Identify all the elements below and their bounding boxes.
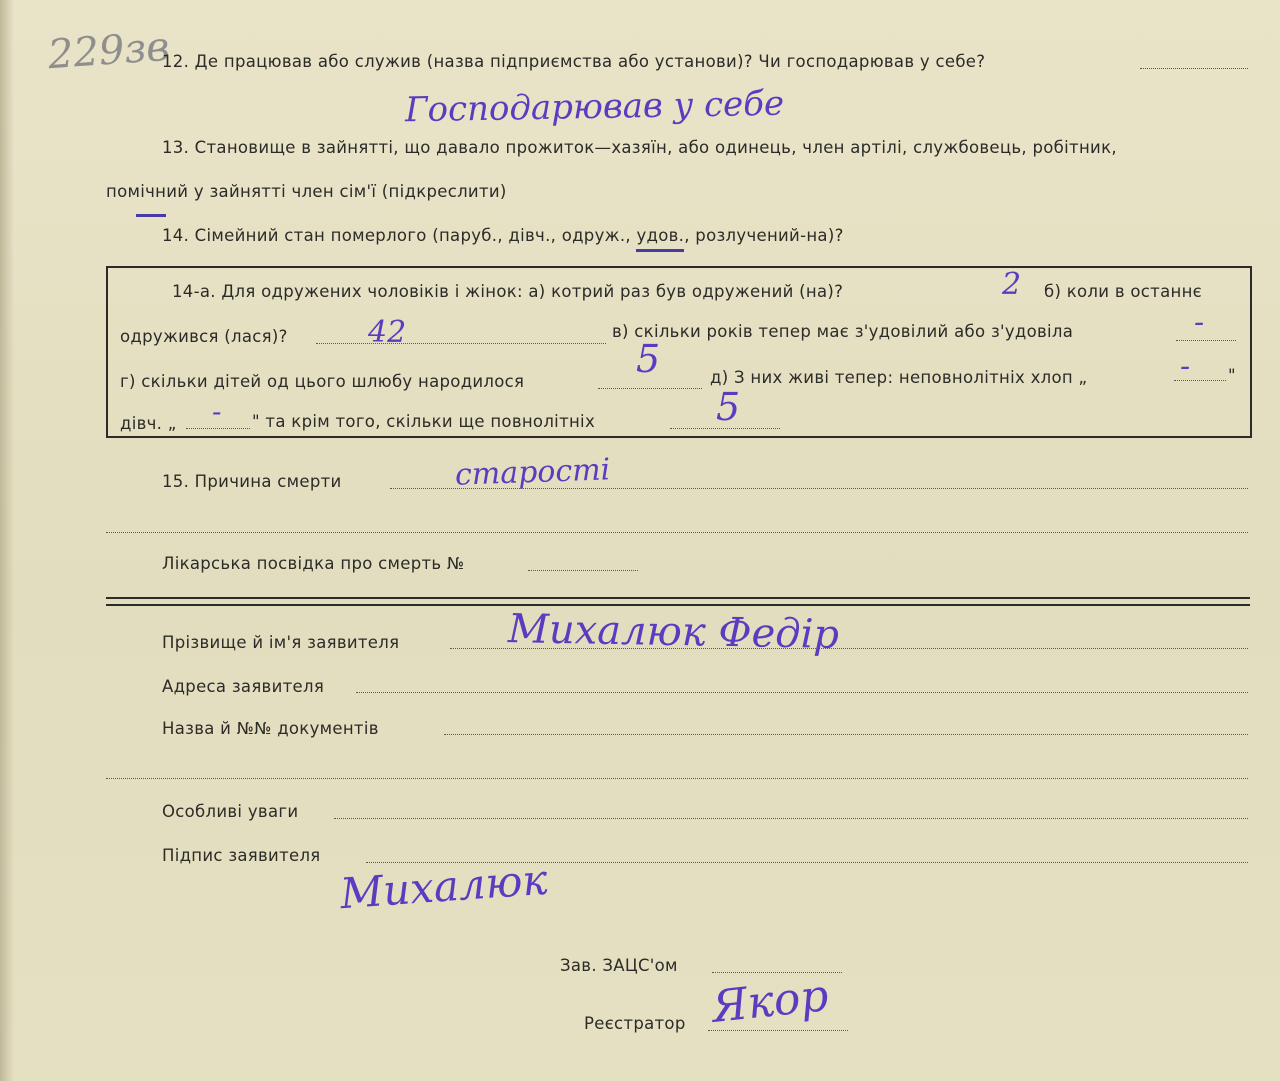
- q12-answer: Господарював у себе: [404, 83, 785, 131]
- registrar-label: Реєстратор: [584, 1014, 686, 1033]
- q13-line2: [106, 182, 507, 202]
- q14a-line2-a: одружився (лася)?: [120, 327, 288, 346]
- q14a-line3-a: г) скільки дітей од цього шлюбу народилося: [120, 372, 525, 391]
- applicant-address-dots: [356, 692, 1248, 693]
- q15-answer: старості: [454, 452, 611, 493]
- notes-dots: [334, 818, 1248, 819]
- q13-underline-mark: [136, 214, 166, 217]
- q14a-minor-boys: -: [1180, 349, 1191, 384]
- q14a-line3-c: ": [1228, 366, 1236, 385]
- q14-underlined-option: удов.: [636, 226, 684, 252]
- q12-label: 12. Де працював або служив (назва підприємства або установи)? Чи господарював у себе?: [162, 52, 986, 71]
- divider-rule-bottom: [106, 604, 1250, 606]
- q14a-boys-dots: [1174, 380, 1226, 381]
- q14a-children-born: 5: [636, 337, 661, 381]
- q14a-last-married: 42: [368, 315, 407, 350]
- q14a-adults-dots: [670, 428, 780, 429]
- q15-label: 15. Причина смерти: [162, 472, 342, 491]
- q14a-years-widowed: -: [1194, 305, 1205, 340]
- divider-rule-top: [106, 597, 1250, 599]
- archive-number: 229зв: [46, 23, 171, 79]
- q14a-minor-girls: -: [212, 395, 222, 428]
- q14a-line1-b: б) коли в останнє: [1044, 282, 1203, 301]
- q14a-line1: 14-а. Для одружених чоловіків і жінок: а) котрий раз був одружений (на)?: [172, 282, 844, 301]
- signature-label: Підпис заявителя: [162, 846, 321, 865]
- q14a-line4-a: дівч. „: [120, 414, 177, 433]
- q14a-adults: 5: [716, 385, 741, 429]
- page-edge-shadow: [0, 0, 14, 1081]
- q14a-line2-dots: [316, 343, 606, 344]
- q14-label: [162, 226, 844, 246]
- applicant-name-value: Михалюк Федір: [507, 606, 840, 658]
- q14a-children-dots: [598, 388, 702, 389]
- q13-line2-rest: у зайнятті член сім'ї (підкреслити): [193, 182, 507, 201]
- q14-label-after: , розлучений-на)?: [684, 226, 844, 245]
- registrar-signature: Якор: [709, 970, 831, 1033]
- medical-certificate-label: Лікарська посвідка про смерть №: [162, 554, 465, 573]
- medical-certificate-dots: [528, 570, 638, 571]
- q14a-line2-b: в) скільки років тепер має з'удовілий або з'удовіла: [612, 322, 1074, 341]
- head-label: Зав. ЗАЦС'ом: [560, 956, 678, 975]
- applicant-signature: Михалюк: [338, 854, 550, 919]
- q15-dotted-line-2: [106, 532, 1248, 533]
- q13-line1: 13. Становище в зайнятті, що давало прожиток—хазяїн, або одинець, член артілі, службовець, робітник,: [162, 138, 1117, 157]
- documents-dots-2: [106, 778, 1248, 779]
- q13-underlined-option: помічний: [106, 182, 189, 201]
- applicant-address-label: Адреса заявителя: [162, 677, 325, 696]
- q14a-line4-b: " та крім того, скільки ще повнолітніх: [252, 412, 596, 431]
- q14a-girls-dots: [186, 428, 250, 429]
- documents-label: Назва й №№ документів: [162, 719, 379, 738]
- q14a-times-married: 2: [1002, 267, 1022, 302]
- q14a-line3-b: д) З них живі тепер: неповнолітніх хлоп „: [710, 368, 1088, 387]
- applicant-name-label: Прізвище й ім'я заявителя: [162, 633, 400, 652]
- q14-label-before: 14. Сімейний стан померлого (паруб., дівч., одруж.,: [162, 226, 637, 245]
- q14a-years-dots: [1176, 340, 1236, 341]
- documents-dots: [444, 734, 1248, 735]
- notes-label: Особливі уваги: [162, 802, 299, 821]
- q12-dotted-line: [1140, 68, 1248, 69]
